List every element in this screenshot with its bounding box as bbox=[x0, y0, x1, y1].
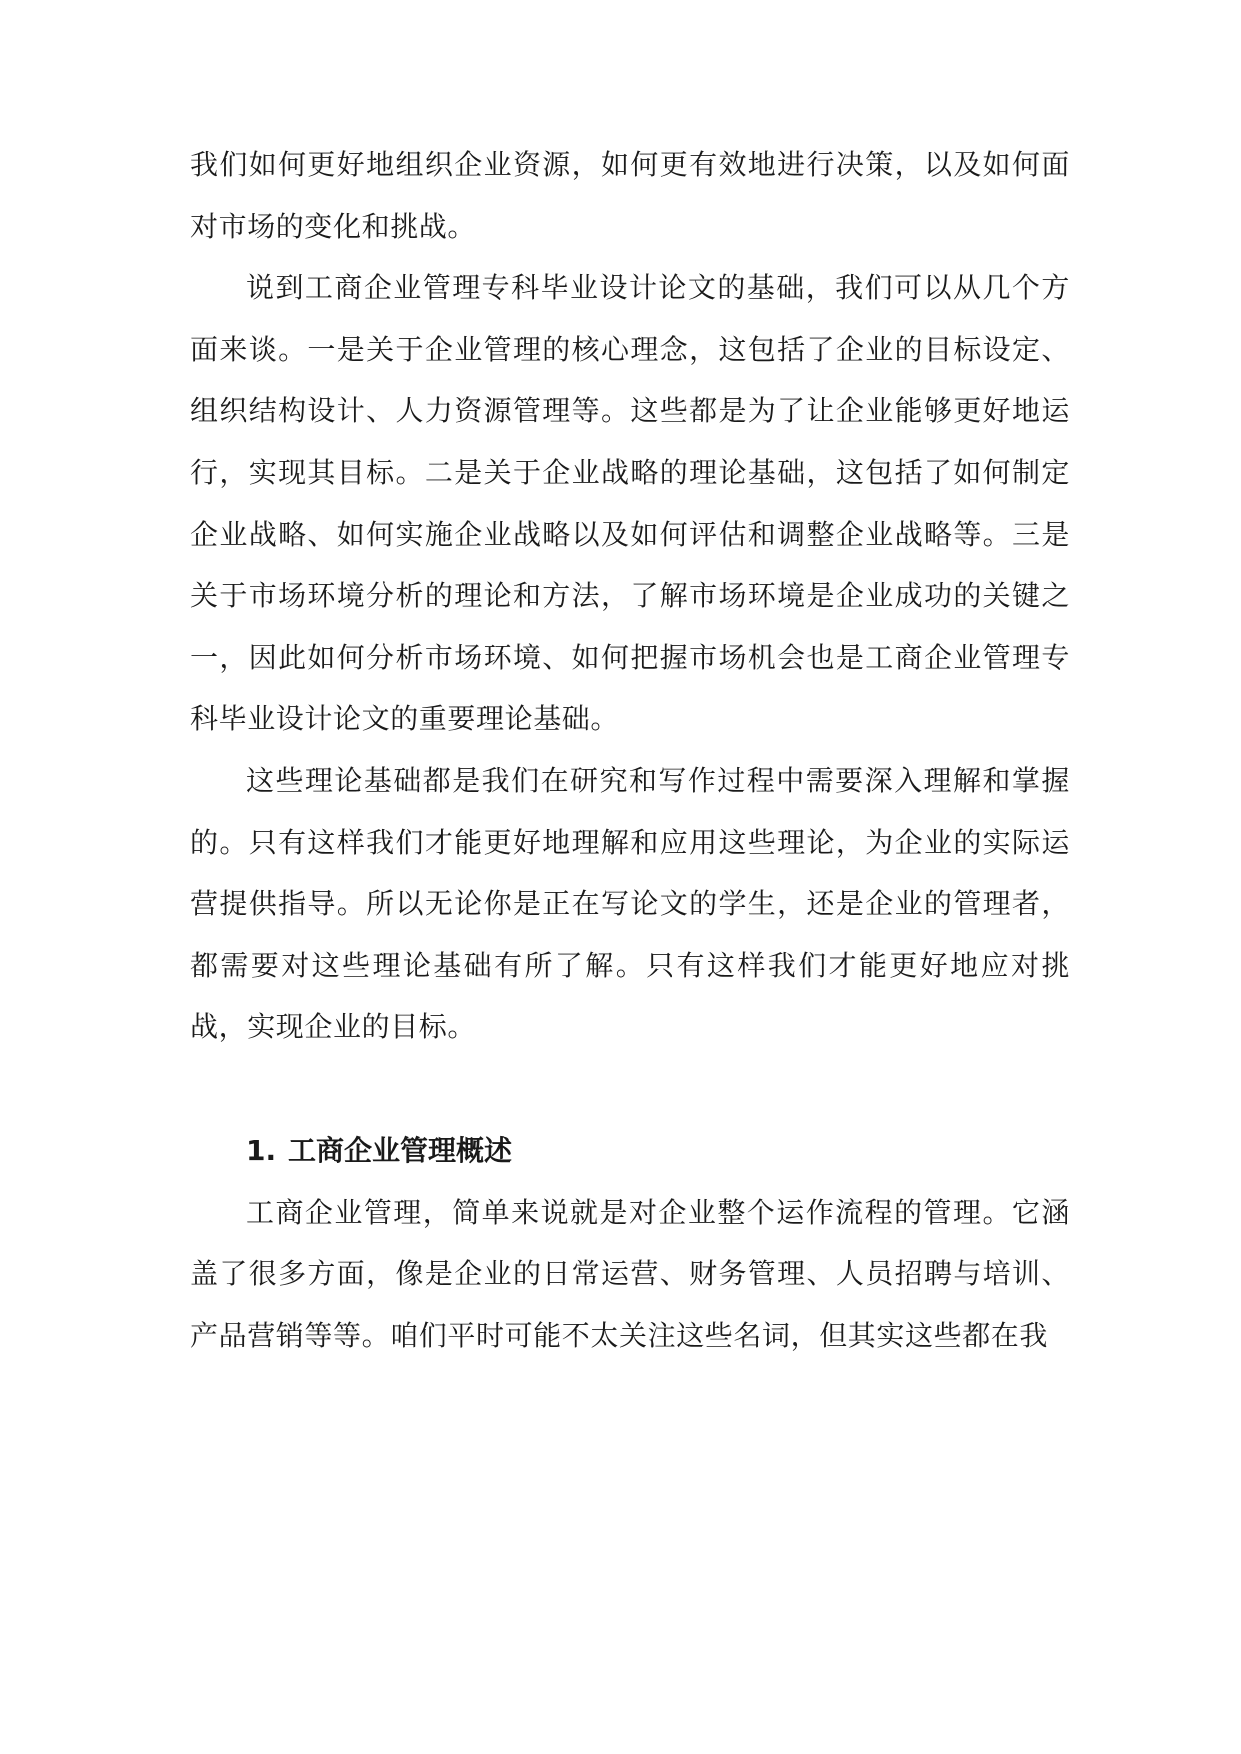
paragraph-importance: 这些理论基础都是我们在研究和写作过程中需要深入理解和掌握的。只有这样我们才能更好地理解和应用这些理论，为企业的实际运营提供指导。所以无论你是正在写论文的学生，还是企业的管理者，都需要对这些理论基础有所了解。只有这样我们才能更好地应对挑战，实现企业的目标。 bbox=[190, 763, 1070, 1044]
paragraph-continuation: 我们如何更好地组织企业资源，如何更有效地进行决策，以及如何面对市场的变化和挑战。 bbox=[190, 148, 1070, 243]
spacer bbox=[190, 1058, 1070, 1120]
paragraph-theory-foundations: 说到工商企业管理专科毕业设计论文的基础，我们可以从几个方面来谈。一是关于企业管理的核心理念，这包括了企业的目标设定、组织结构设计、人力资源管理等。这些都是为了让企业能够更好地运行，实现其目标。二是关于企业战略的理论基础，这包括了如何制定企业战略、如何实施企业战略以及如何评估和调整企业战略等。三是关于市场环境分析的理论和方法，了解市场环境是企业成功的关键之一，因此如何分析市场环境、如何把握市场机会也是工商企业管理专科毕业设计论文的重要理论基础。 bbox=[190, 271, 1070, 736]
section-heading bbox=[190, 1120, 1070, 1182]
section-number: 1. bbox=[246, 1133, 277, 1167]
document-body bbox=[190, 134, 1070, 1366]
section-title: 工商企业管理概述 bbox=[288, 1133, 513, 1167]
paragraph-overview: 工商企业管理，简单来说就是对企业整个运作流程的管理。它涵盖了很多方面，像是企业的日常运营、财务管理、人员招聘与培训、产品营销等等。咱们平时可能不太关注这些名词，但其实这些都在我 bbox=[190, 1195, 1070, 1352]
